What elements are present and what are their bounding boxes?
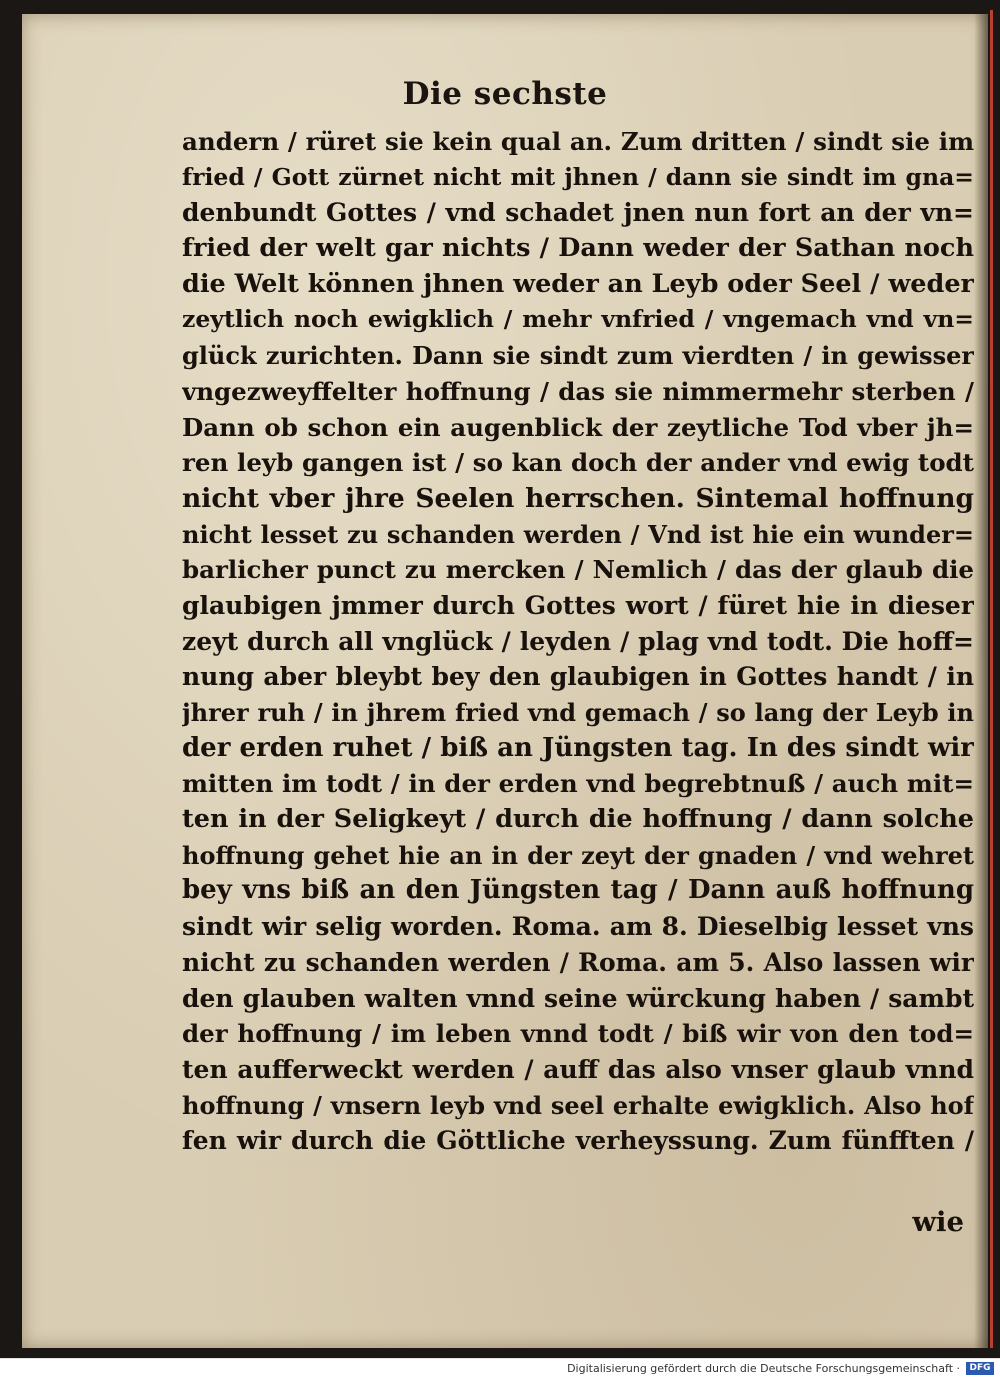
text-block — [182, 124, 974, 1159]
spine-shadow — [974, 14, 988, 1348]
text-line: ten aufferweckt werden / auff das also vnser glaub vnnd — [182, 1054, 974, 1084]
text-line: glück zurichten. Dann sie sindt zum vierdten / in gewisser — [182, 341, 974, 371]
text-line: bey vns biß an den Jüngsten tag / Dann auß hoffnung — [182, 875, 974, 906]
text-line: nicht zu schanden werden / Roma. am 5. Also lassen wir — [182, 947, 974, 977]
dfg-logo: DFG — [966, 1362, 994, 1375]
text-line: ten in der Seligkeyt / durch die hoffnung / dann solche — [182, 804, 974, 835]
ruler-mark — [990, 10, 993, 1348]
text-line: fen wir durch die Göttliche verheyssung. Zum fünfften / — [182, 1126, 974, 1156]
text-line: hoffnung / vnsern leyb vnd seel erhalte ewigklich. Also hof — [182, 1090, 974, 1120]
text-line: der erden ruhet / biß an Jüngsten tag. In des sindt wir — [182, 732, 974, 763]
text-line: jhrer ruh / in jhrem fried vnd gemach / so lang der Leyb in — [182, 698, 974, 727]
text-line: vngezweyffelter hoffnung / das sie nimmermehr sterben / — [182, 376, 974, 406]
digitization-credit: Digitalisierung gefördert durch die Deutsche Forschungsgemeinschaft · — [567, 1362, 960, 1375]
text-line: zeytlich noch ewigklich / mehr vnfried / vngemach vnd vn= — [182, 305, 974, 334]
text-line: Dann ob schon ein augenblick der zeytliche Tod vber jh= — [182, 412, 974, 442]
text-line: die Welt können jhnen weder an Leyb oder Seel / weder — [182, 268, 974, 299]
text-line: der hoffnung / im leben vnnd todt / biß wir von den tod= — [182, 1019, 974, 1049]
text-line: denbundt Gottes / vnd schadet jnen nun fort an der vn= — [182, 198, 974, 228]
text-line: mitten im todt / in der erden vnd begrebtnuß / auch mit= — [182, 769, 974, 799]
text-line: nicht vber jhre Seelen herrschen. Sintemal hoffnung — [182, 482, 974, 514]
text-line: hoffnung gehet hie an in der zeyt der gnaden / vnd wehret — [182, 840, 974, 870]
catchword: wie — [912, 1206, 964, 1238]
text-line: nicht lesset zu schanden werden / Vnd ist hie ein wunder= — [182, 519, 974, 549]
footer-bar — [0, 1358, 1000, 1379]
text-line: barlicher punct zu mercken / Nemlich / das der glaub die — [182, 555, 974, 585]
text-line: fried / Gott zürnet nicht mit jhnen / dann sie sindt im gna= — [182, 162, 974, 191]
running-head: Die sechste — [402, 76, 608, 112]
text-line: glaubigen jmmer durch Gottes wort / füret hie in dieser — [182, 590, 974, 620]
book-page — [22, 14, 988, 1348]
text-line: sindt wir selig worden. Roma. am 8. Dieselbig lesset vns — [182, 912, 974, 942]
text-line: fried der welt gar nichts / Dann weder der Sathan noch — [182, 233, 974, 264]
text-line: nung aber bleybt bey den glaubigen in Gottes handt / in — [182, 662, 974, 692]
text-line: ren leyb gangen ist / so kan doch der ander vnd ewig todt — [182, 448, 974, 478]
text-line: andern / rüret sie kein qual an. Zum dritten / sindt sie im — [182, 127, 974, 156]
text-line: den glauben walten vnnd seine würckung haben / sambt — [182, 983, 974, 1013]
text-line: zeyt durch all vnglück / leyden / plag vnd todt. Die hoff= — [182, 626, 974, 656]
